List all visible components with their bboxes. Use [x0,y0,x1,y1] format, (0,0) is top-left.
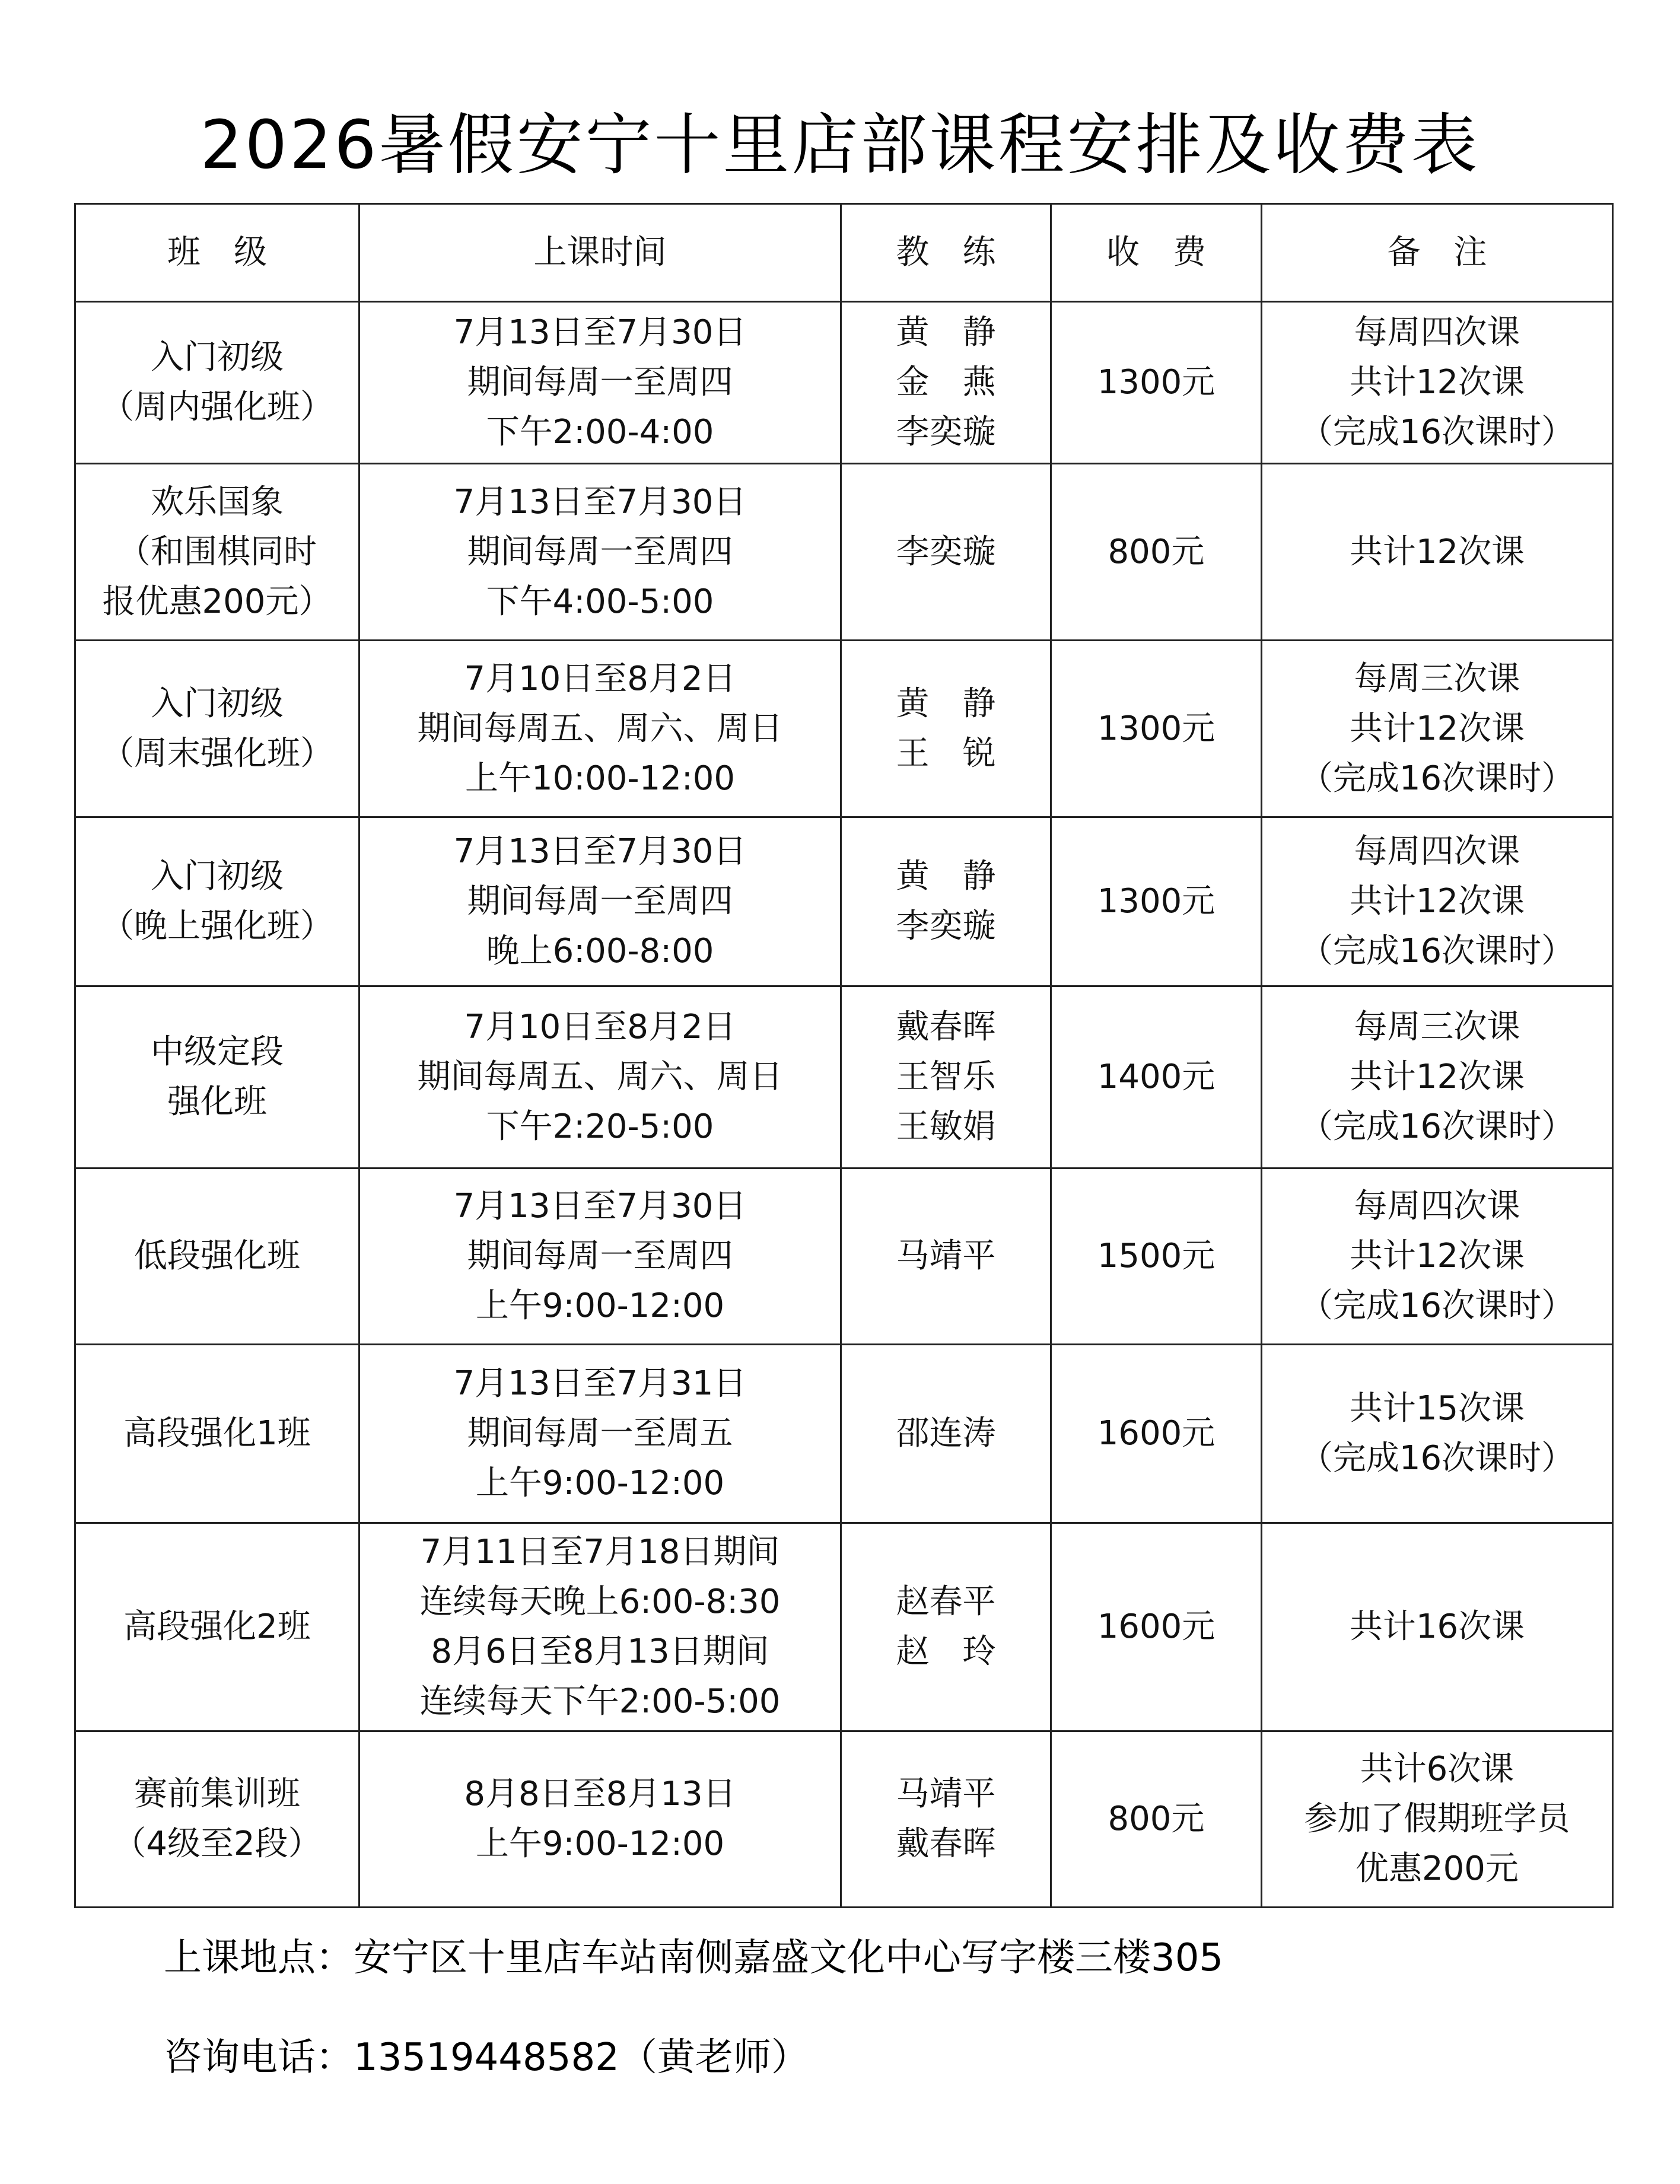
class-cell-line: 高段强化1班 [123,1414,311,1453]
time-cell-line: 晚上6:00-8:00 [486,932,714,970]
fee-cell-value: 1300元 [1097,709,1216,748]
note-cell [1262,817,1613,986]
class-cell [75,817,359,986]
time-cell-line: 上午9:00-12:00 [475,1287,725,1325]
time-cell-line: 7月13日至7月30日 [453,832,747,871]
fee-cell [1051,1169,1262,1345]
table-row [75,641,1613,817]
time-cell-line: 上午9:00-12:00 [475,1825,725,1863]
coach-cell-line: 戴春晖 [896,1825,996,1863]
class-cell-line: （晚上强化班） [101,907,333,945]
time-cell-line: 8月6日至8月13日期间 [431,1632,769,1671]
time-cell [359,1523,841,1731]
table-body [75,302,1613,1908]
note-cell-line: （完成16次课时） [1299,1107,1575,1146]
coach-cell [841,464,1051,641]
class-cell-line: 中级定段 [151,1033,284,1071]
table-row [75,817,1613,986]
time-cell-line: 下午2:00-4:00 [486,413,714,451]
note-cell-line: 每周三次课 [1354,1008,1520,1046]
note-cell [1262,641,1613,817]
class-cell [75,1169,359,1345]
class-cell [75,986,359,1169]
time-cell-line: 8月8日至8月13日 [464,1775,736,1813]
coach-cell-line: 王智乐 [896,1058,996,1096]
time-cell-line: 期间每周一至周四 [467,882,733,921]
note-cell-line: 优惠200元 [1356,1849,1519,1888]
time-cell-line: 期间每周五、周六、周日 [417,709,783,748]
coach-cell-line: 李奕璇 [896,532,996,571]
class-cell-line: 入门初级 [151,338,284,377]
coach-cell [841,1345,1051,1523]
fee-cell [1051,817,1262,986]
time-cell-line: 期间每周一至周四 [467,1237,733,1275]
coach-cell-line: 马靖平 [896,1775,996,1813]
time-cell-line: 下午4:00-5:00 [486,582,714,621]
note-cell-line: 参加了假期班学员 [1304,1800,1570,1838]
table-row [75,1731,1613,1908]
table-header-row [75,204,1613,302]
coach-cell-line: 王 锐 [896,734,996,773]
time-cell [359,986,841,1169]
class-cell-line: 低段强化班 [134,1237,300,1275]
coach-cell [841,302,1051,464]
class-cell-line: （4级至2段） [113,1825,322,1863]
fee-cell-value: 1300元 [1097,363,1216,402]
table-row [75,302,1613,464]
fee-cell [1051,1345,1262,1523]
time-cell [359,464,841,641]
note-cell-line: 共计12次课 [1349,363,1525,402]
time-cell-line: 7月10日至8月2日 [464,1008,736,1046]
note-cell [1262,986,1613,1169]
coach-cell [841,1169,1051,1345]
table-row [75,1169,1613,1345]
class-cell-line: （周内强化班） [101,388,333,426]
coach-cell [841,1523,1051,1731]
time-cell-line: 7月10日至8月2日 [464,659,736,698]
coach-cell-line: 戴春晖 [896,1008,996,1046]
time-cell-line: 7月11日至7月18日期间 [420,1533,780,1571]
fee-cell [1051,641,1262,817]
header-coach: 教 练 [841,204,1051,302]
time-cell-line: 7月13日至7月30日 [453,482,747,521]
coach-cell-line: 李奕璇 [896,413,996,451]
class-cell-line: 强化班 [167,1083,267,1121]
time-cell-line: 下午2:20-5:00 [486,1107,714,1146]
coach-cell-line: 黄 静 [896,684,996,723]
note-cell-line: 共计12次课 [1349,1237,1525,1275]
note-cell-line: 共计16次课 [1349,1607,1525,1646]
header-class: 班 级 [75,204,359,302]
table-row [75,1345,1613,1523]
coach-cell-line: 金 燕 [896,363,996,402]
time-cell [359,1169,841,1345]
time-cell-line: 7月13日至7月30日 [453,1187,747,1225]
class-cell-line: 入门初级 [151,684,284,723]
time-cell-line: 7月13日至7月31日 [453,1364,747,1403]
fee-cell-value: 1600元 [1097,1414,1216,1453]
note-cell [1262,302,1613,464]
class-cell-line: 入门初级 [151,857,284,896]
note-cell-line: （完成16次课时） [1299,1439,1575,1478]
coach-cell-line: 赵 玲 [896,1632,996,1671]
note-cell-line: 每周四次课 [1354,832,1520,871]
time-cell-line: 连续每天晚上6:00-8:30 [419,1583,781,1621]
note-cell-line: 每周四次课 [1354,1187,1520,1225]
note-cell [1262,464,1613,641]
note-cell-line: 共计15次课 [1349,1389,1525,1428]
table-row [75,1523,1613,1731]
time-cell [359,817,841,986]
class-cell-line: 报优惠200元） [102,582,332,621]
note-cell-line: （完成16次课时） [1299,759,1575,798]
time-cell-line: 连续每天下午2:00-5:00 [419,1682,781,1721]
class-cell-line: （和围棋同时 [117,532,317,571]
coach-cell [841,641,1051,817]
coach-cell-line: 邵连涛 [896,1414,996,1453]
coach-cell-line: 黄 静 [896,313,996,352]
fee-cell [1051,1523,1262,1731]
note-cell-line: 共计12次课 [1349,532,1525,571]
class-cell [75,641,359,817]
header-fee: 收 费 [1051,204,1262,302]
class-cell-line: 欢乐国象 [151,482,284,521]
fee-cell-value: 1600元 [1097,1607,1216,1646]
note-cell-line: 共计12次课 [1349,882,1525,921]
coach-cell [841,1731,1051,1908]
time-cell [359,1345,841,1523]
time-cell-line: 期间每周一至周五 [467,1414,733,1453]
note-cell-line: 共计12次课 [1349,709,1525,748]
time-cell-line: 上午10:00-12:00 [465,759,735,798]
fee-cell-value: 800元 [1108,532,1205,571]
class-cell-line: 赛前集训班 [134,1775,300,1813]
fee-cell-value: 1300元 [1097,882,1216,921]
coach-cell-line: 李奕璇 [896,907,996,945]
note-cell-line: 共计12次课 [1349,1058,1525,1096]
time-cell-line: 期间每周五、周六、周日 [417,1058,783,1096]
class-cell-line: （周末强化班） [101,734,333,773]
coach-cell-line: 黄 静 [896,857,996,896]
note-cell-line: 每周三次课 [1354,659,1520,698]
coach-cell [841,817,1051,986]
table-row [75,464,1613,641]
coach-cell [841,986,1051,1169]
note-cell [1262,1345,1613,1523]
time-cell [359,641,841,817]
coach-cell-line: 王敏娟 [896,1107,996,1146]
class-cell [75,302,359,464]
note-cell [1262,1523,1613,1731]
time-cell-line: 上午9:00-12:00 [475,1464,725,1502]
coach-cell-line: 马靖平 [896,1237,996,1275]
note-cell-line: （完成16次课时） [1299,413,1575,451]
class-cell [75,1731,359,1908]
fee-cell-value: 1500元 [1097,1237,1216,1275]
note-cell [1262,1169,1613,1345]
page-title: 2026暑假安宁十里店部课程安排及收费表 [200,107,1480,184]
time-cell [359,1731,841,1908]
location-text: 上课地点：安宁区十里店车站南侧嘉盛文化中心写字楼三楼305 [164,1936,1224,1980]
class-cell [75,1523,359,1731]
fee-cell [1051,986,1262,1169]
fee-cell-value: 1400元 [1097,1058,1216,1096]
coach-cell-line: 赵春平 [896,1583,996,1621]
note-cell-line: （完成16次课时） [1299,932,1575,970]
schedule-table [74,203,1614,1908]
time-cell-line: 期间每周一至周四 [467,363,733,402]
note-cell-line: （完成16次课时） [1299,1287,1575,1325]
class-cell-line: 高段强化2班 [123,1607,311,1646]
fee-cell [1051,1731,1262,1908]
note-cell-line: 共计6次课 [1360,1750,1514,1788]
note-cell [1262,1731,1613,1908]
class-cell [75,1345,359,1523]
phone-text: 咨询电话：13519448582（黄老师） [164,2036,809,2080]
fee-cell-value: 800元 [1108,1800,1205,1838]
class-cell [75,464,359,641]
fee-cell [1051,302,1262,464]
header-time: 上课时间 [359,204,841,302]
header-note: 备 注 [1262,204,1613,302]
time-cell-line: 期间每周一至周四 [467,532,733,571]
time-cell [359,302,841,464]
note-cell-line: 每周四次课 [1354,313,1520,352]
table-row [75,986,1613,1169]
fee-cell [1051,464,1262,641]
time-cell-line: 7月13日至7月30日 [453,313,747,352]
